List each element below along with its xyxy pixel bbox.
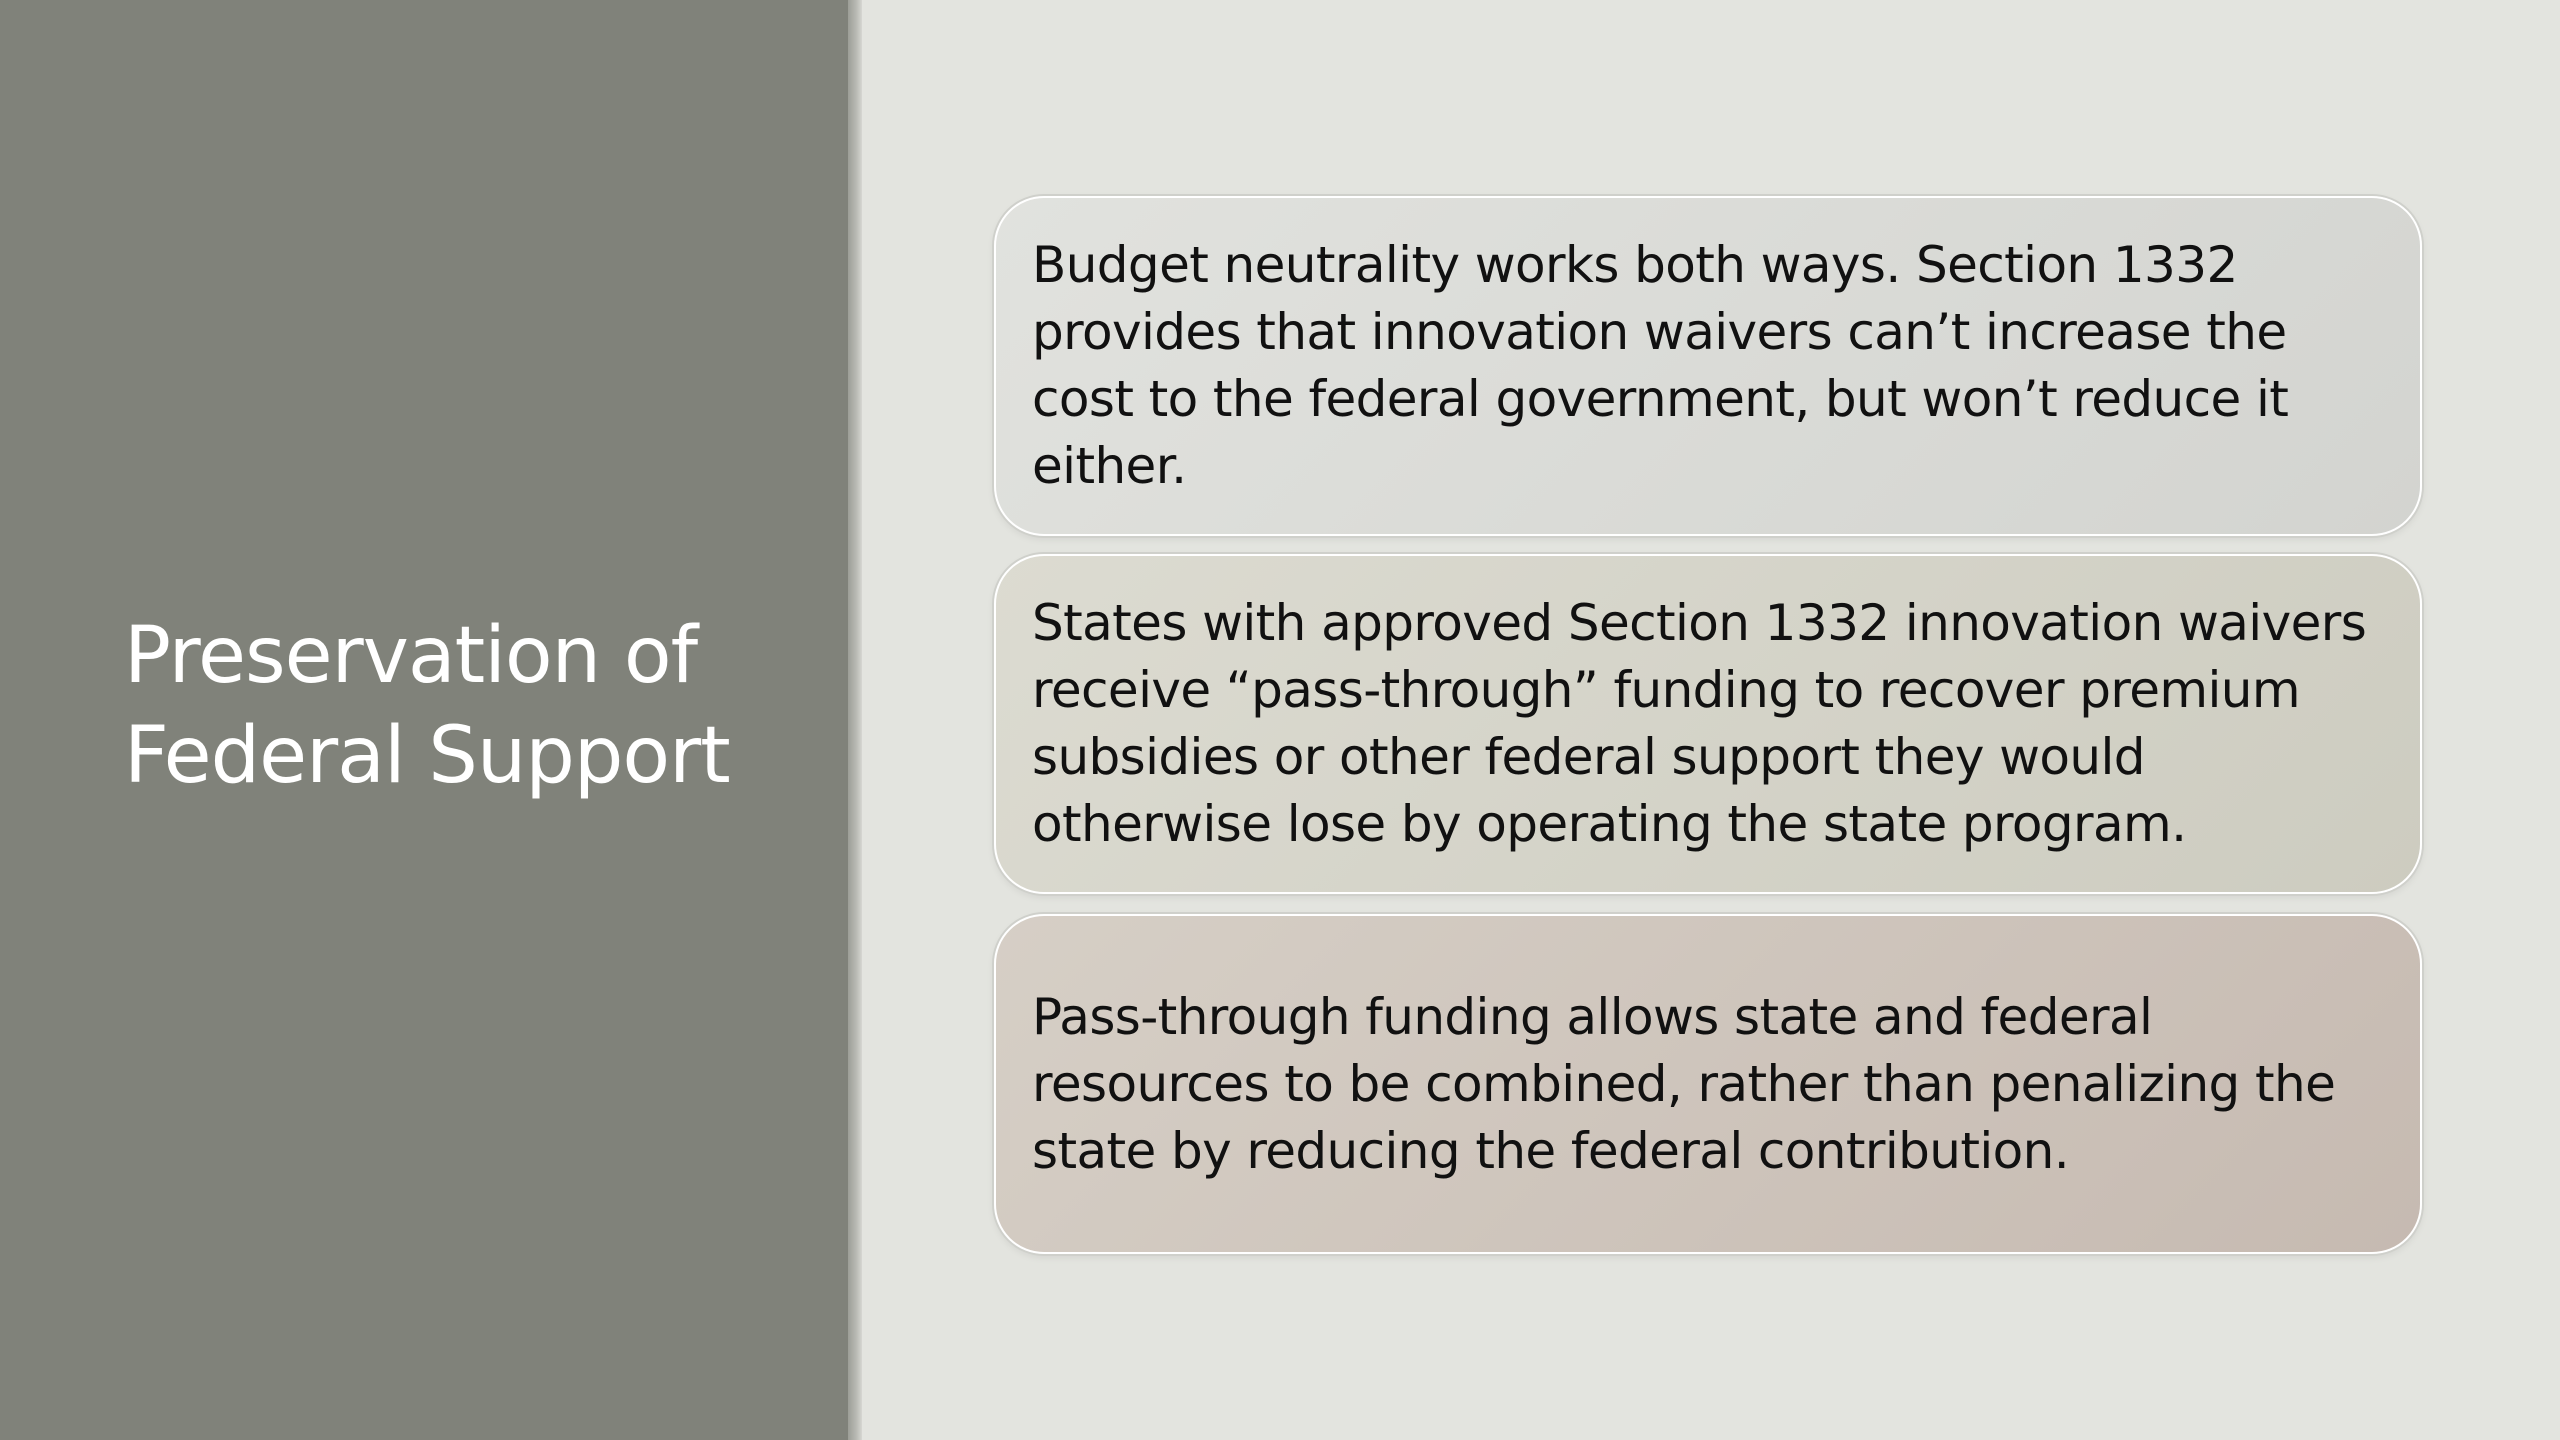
title-panel xyxy=(0,0,848,1440)
content-card-combined-resources xyxy=(994,914,2422,1254)
card-text: Pass-through funding allows state and federal resources to be combined, rather than penalizing the state by reducing the federal contribution. xyxy=(1032,987,2336,1180)
card-text: Budget neutrality works both ways. Section 1332 provides that innovation waivers can’t increase the cost to the federal government, but won’t reduce it either. xyxy=(1032,236,2289,495)
content-card-pass-through-funding xyxy=(994,554,2422,894)
content-card-budget-neutrality xyxy=(994,196,2422,536)
slide-title: Preservation of Federal Support xyxy=(124,611,730,801)
panel-divider xyxy=(848,0,862,1440)
card-text: States with approved Section 1332 innovation waivers receive “pass-through” funding to recover premium subsidies or other federal support they would otherwise lose by operating the state program. xyxy=(1032,594,2367,853)
